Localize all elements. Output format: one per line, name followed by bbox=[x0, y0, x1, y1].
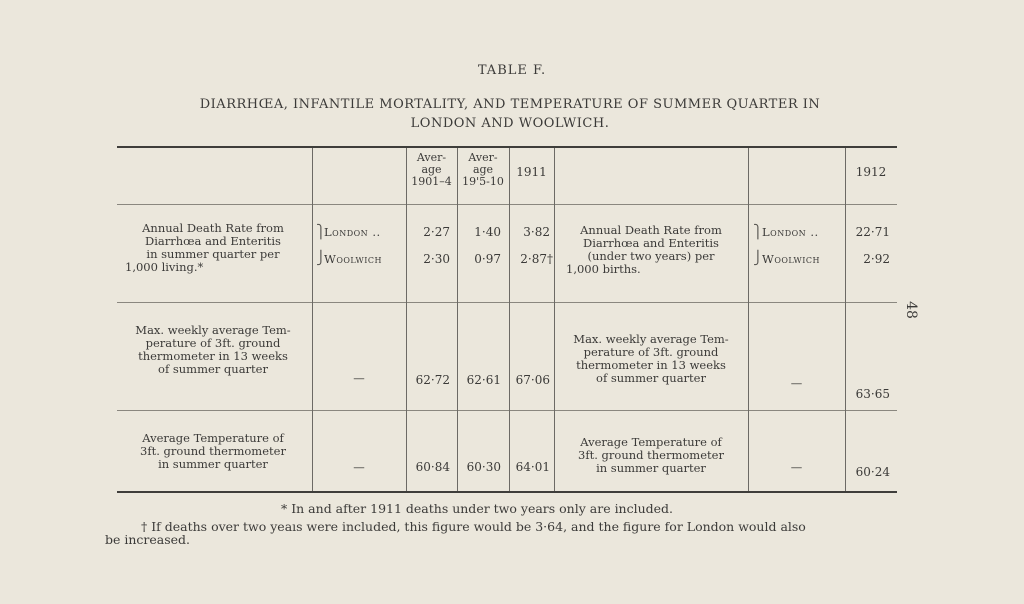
row1-1912-woolwich: 2·92 bbox=[863, 252, 890, 266]
row1-right-place-woolwich: Woolwich bbox=[762, 252, 821, 266]
row1-right-place-london: London .. bbox=[762, 225, 819, 239]
table-heading bbox=[100, 95, 920, 133]
top-rule bbox=[117, 146, 897, 148]
page-number: 48 bbox=[902, 301, 919, 319]
col-line-3 bbox=[457, 148, 458, 491]
row3-left-description: Average Temperature of 3ft. ground thermometer in summer quarter bbox=[140, 431, 286, 471]
row3-avg1905: 60·30 bbox=[466, 460, 501, 474]
row1-left-description: Annual Death Rate from Diarrhœa and Enteritis in summer quarter per 1,000 living.* bbox=[125, 221, 284, 274]
heading-line-2: LONDON AND WOOLWICH. bbox=[410, 116, 610, 131]
row1-1912-london: 22·71 bbox=[855, 225, 890, 239]
header-1912: 1912 bbox=[855, 165, 887, 179]
row2-1911: 67·06 bbox=[515, 373, 550, 387]
header-rule bbox=[117, 204, 897, 205]
row1-left-brace: ⎫ bbox=[316, 225, 326, 240]
footnote-3: be increased. bbox=[105, 532, 191, 547]
row2-1912: 63·65 bbox=[855, 387, 890, 401]
row2-right-description: Max. weekly average Tem- perature of 3ft. ground thermometer in 13 weeks of summer quarter bbox=[573, 332, 729, 385]
row1-avg1901-woolwich: 2·30 bbox=[423, 252, 450, 266]
row2-right-place: — bbox=[790, 376, 803, 390]
row2-place: — bbox=[353, 371, 365, 385]
row-rule-1 bbox=[117, 302, 897, 303]
row3-right-description: Average Temperature of 3ft. ground thermometer in summer quarter bbox=[578, 435, 724, 475]
col-line-2 bbox=[406, 148, 407, 491]
col-line-1 bbox=[312, 148, 313, 491]
row3-right-place: — bbox=[790, 460, 803, 474]
header-1911: 1911 bbox=[516, 165, 547, 179]
bottom-rule bbox=[117, 491, 897, 493]
row1-1911-woolwich: 2·87† bbox=[520, 252, 553, 266]
row3-avg1901: 60·84 bbox=[415, 460, 450, 474]
row1-avg1905-woolwich: 0·97 bbox=[474, 252, 501, 266]
footnote-1: * In and after 1911 deaths under two years only are included. bbox=[281, 501, 674, 516]
col-line-5 bbox=[554, 148, 555, 491]
row1-place-woolwich: Woolwich bbox=[324, 252, 383, 266]
row1-avg1901-london: 2·27 bbox=[423, 225, 450, 239]
row2-avg1901: 62·72 bbox=[415, 373, 450, 387]
row-rule-2 bbox=[117, 410, 897, 411]
table-title: TABLE F. bbox=[477, 63, 547, 78]
header-average-1901-4: Aver- age 1901–4 bbox=[411, 151, 452, 188]
row2-left-description: Max. weekly average Tem- perature of 3ft. ground thermometer in 13 weeks of summer quarter bbox=[135, 323, 291, 376]
header-average-1905-10: Aver- age 19'5-10 bbox=[462, 151, 504, 188]
row2-avg1905: 62·61 bbox=[466, 373, 501, 387]
col-line-4 bbox=[509, 148, 510, 491]
row1-left-brace-lower: ⎭ bbox=[316, 251, 326, 266]
footnote-2: † If deaths over two yeaıs were included, this figure would be 3·64, and the figure for London would also bbox=[141, 519, 806, 534]
row1-right-brace-lower: ⎭ bbox=[753, 251, 763, 266]
col-line-6 bbox=[748, 148, 749, 491]
row1-avg1905-london: 1·40 bbox=[474, 225, 501, 239]
row3-1912: 60·24 bbox=[855, 465, 890, 479]
row1-place-london: London .. bbox=[324, 225, 381, 239]
row1-right-brace: ⎫ bbox=[753, 225, 763, 240]
row1-1911-london: 3·82 bbox=[523, 225, 550, 239]
row3-place: — bbox=[353, 460, 365, 474]
row3-1911: 64·01 bbox=[515, 460, 550, 474]
heading-line-1: DIARRHŒA, INFANTILE MORTALITY, AND TEMPERATURE OF SUMMER QUARTER IN bbox=[199, 97, 821, 112]
row1-right-description: Annual Death Rate from Diarrhœa and Enteritis (under two years) per 1,000 births. bbox=[566, 223, 722, 276]
col-line-7 bbox=[845, 148, 846, 491]
